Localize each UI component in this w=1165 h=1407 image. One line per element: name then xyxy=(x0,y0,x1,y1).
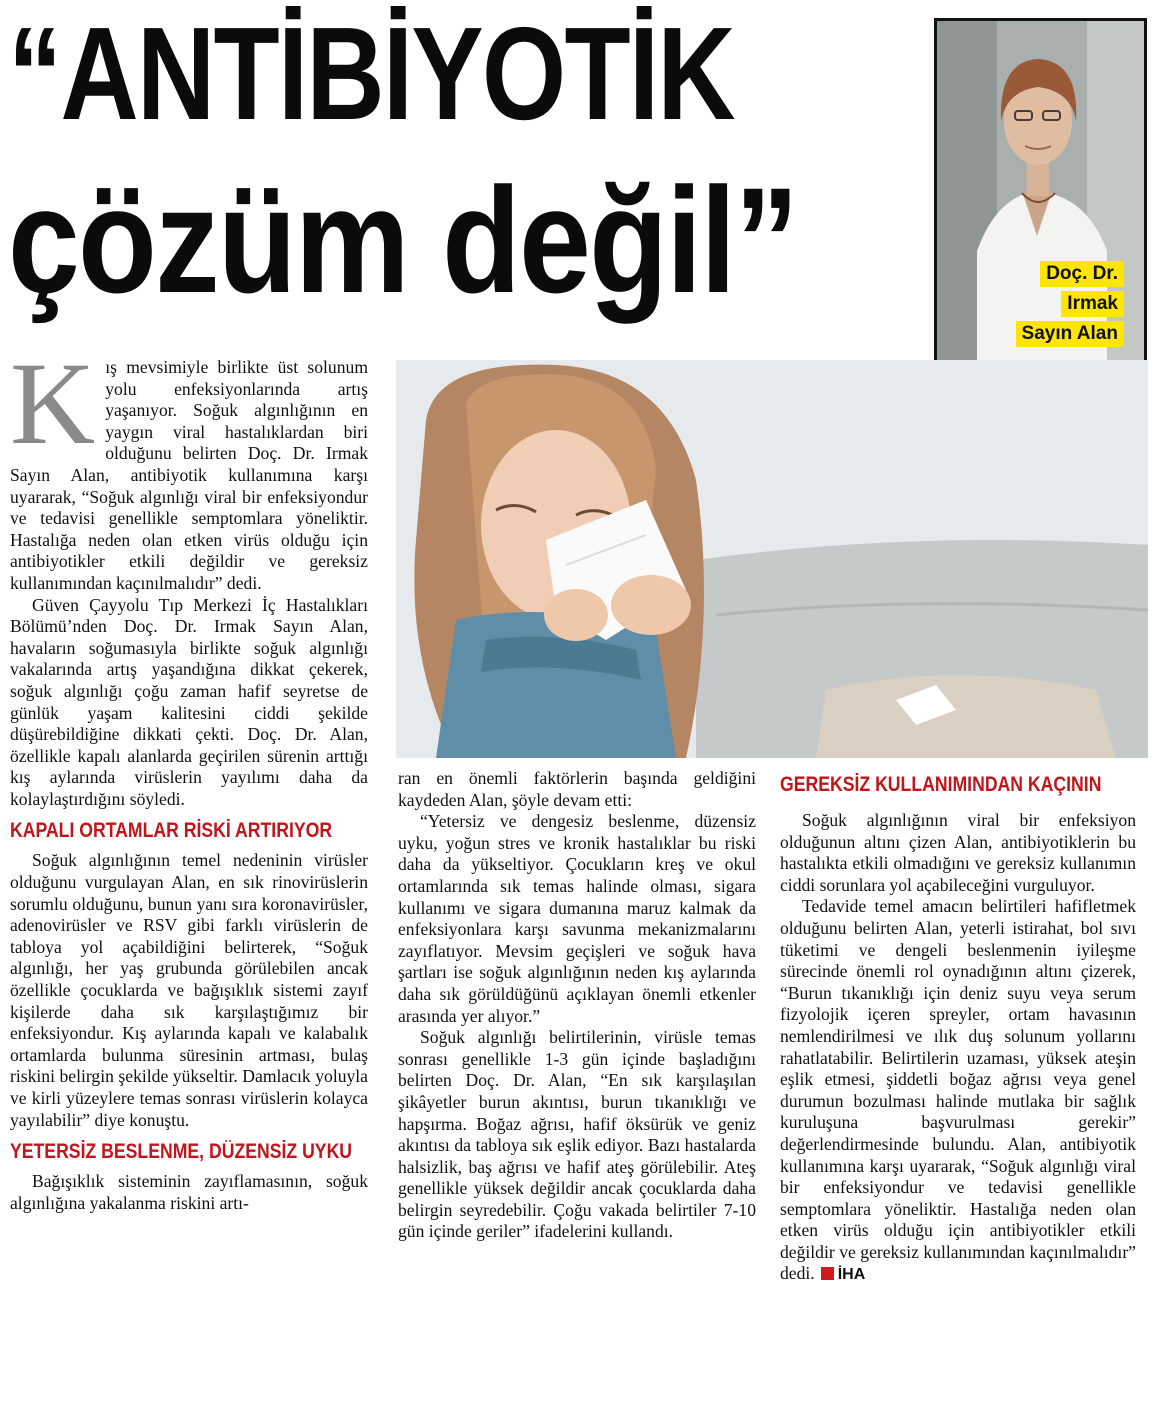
paragraph: Bağışıklık sisteminin zayıflamasının, soğuk algınlığına yakalanma riskini artı- xyxy=(10,1171,368,1213)
paragraph xyxy=(10,338,368,595)
headline-line-2: çözüm değil” xyxy=(8,156,798,324)
portrait-caption xyxy=(1016,257,1124,347)
paragraph-text: Tedavide temel amacın belirtileri hafifletmek olduğunu belirten Alan, yeterli istirahat, bol sıvı tüketimi ve dengeli beslenmenin iyileşme sürecinde önemli rol oynadığının altını çizerek, “Burun tıkanıklığı için deniz suyu veya serum fizyolojik içeren spreyler, ortam havasının nemlendirilmesi ve ılık duş solunum yollarını rahatlatabilir. Belirtilerin uzaması, yüksek ateşin eşlik etmesi, şiddetli boğaz ağrısı veya genel durumun bozulması halinde mutlaka bir sağlık kuruluşuna başvurulması gerekir” değerlendirmesinde bulundu. Alan, antibiyotik kullanımına karşı uyararak, “Soğuk algınlığı viral bir enfeksiyondur ve tedavisi genellikle semptomlara yöneliktir. Hastalığa neden olan etken virüs olduğu için antibiyotikler etkili değildir ve gereksiz kullanımından kaçınılmalıdır” dedi. xyxy=(780,896,1136,1284)
subheading: GEREKSİZ KULLANIMINDAN KAÇININ xyxy=(780,773,1102,796)
headline-line-1: “ANTİBİYOTİK xyxy=(8,0,734,147)
article-photo xyxy=(396,360,1148,758)
article-column-2 xyxy=(398,768,756,1243)
subheading: YETERSİZ BESLENME, DÜZENSİZ UYKU xyxy=(10,1140,353,1164)
paragraph: Soğuk algınlığı belirtilerinin, virüsle temas sonrası genellikle 1-3 gün içinde başladığını belirten Doç. Dr. Alan, “En sık karşılaşılan şikâyetler burun akıntısı, burun tıkanıklığı ve hapşırma. Boğaz ağrısı, hafif öksürük ve geniz akıntısı da tabloya sık eşlik ediyor. Bazı hastalarda halsizlik, baş ağrısı ve hafif ateş görülebilir. Ateş genellikle yüksek değildir ancak çocuklarda daha belirgin seyredebilir. Çoğu vakada belirtiler 7-10 gün içinde geriler” ifadelerini kullandı. xyxy=(398,1027,756,1242)
paragraph-text: ış mevsimiyle birlikte üst solunum yolu enfeksiyonlarında artış yaşanıyor. Soğuk algınlığının en yaygın viral hastalıklardan biri olduğunu belirten Doç. Dr. Irmak Sayın Alan, antibiyotik kullanımına karşı uyararak, “Soğuk algınlığı viral bir enfeksiyondur ve tedavisi genellikle semptomlara yöneliktir. Hastalığa neden olan etken virüs olduğu için antibiyotikler etkili değildir ve gereksiz kullanımından kaçınılmalıdır” dedi. xyxy=(10,357,368,593)
caption-surname: Sayın Alan xyxy=(1016,321,1124,347)
woman-with-tissue-illustration xyxy=(396,360,1148,758)
paragraph: Güven Çayyolu Tıp Merkezi İç Hastalıkları Bölümü’nden Doç. Dr. Irmak Sayın Alan, havaların soğumasıyla birlikte soğuk algınlığı vakalarında artış yaşandığına dikkat çekerek, soğuk algınlığı çoğu zaman hafif seyretse de günlük yaşam kalitesini ciddi şekilde düşürebildiğine dikkati çekti. Doç. Dr. Alan, özellikle kapalı alanlarda geçirilen sürenin arttığı kış aylarında virüslerin yayılımı daha da kolaylaştırdığını söyledi. xyxy=(10,594,368,809)
caption-first-name: Irmak xyxy=(1061,291,1124,317)
caption-title: Doç. Dr. xyxy=(1040,261,1124,287)
source-marker-icon xyxy=(821,1267,834,1280)
subheading: KAPALI ORTAMLAR RİSKİ ARTIRIYOR xyxy=(10,819,333,843)
source-credit: İHA xyxy=(837,1266,866,1284)
paragraph: Soğuk algınlığının viral bir enfeksiyon olduğunun altını çizen Alan, antibiyotiklerin bu hastalıkta etkili olmadığını ve gereksiz kullanımın ciddi sorunlara yol açabileceğini vurguluyor. xyxy=(780,810,1136,895)
paragraph: “Yetersiz ve dengesiz beslenme, düzensiz uyku, yoğun stres ve kronik hastalıklar bu riski daha da yükseltiyor. Çocukların kreş ve okul ortamlarında sık temas halinde olması, sigara kullanımı ve sigara dumanına maruz kalmak da enfeksiyonlara karşı savunma mekanizmalarını zayıflatıyor. Mevsim geçişleri ve soğuk hava şartları ise soğuk algınlığının neden kış aylarında daha sık görüldüğünü açıklayan önemli etkenler arasında yer alıyor.” xyxy=(398,811,756,1026)
paragraph: ran en önemli faktörlerin başında geldiğini kaydeden Alan, şöyle devam etti: xyxy=(398,768,756,810)
paragraph: Soğuk algınlığının temel nedeninin virüsler olduğunu vurgulayan Alan, en sık rinovirüslerin sorumlu olduğunu, bunun yanı sıra koronavirüsler, adenovirüsler ve RSV gibi farklı virüslerin de tabloya yol açabildiğini belirterek, “Soğuk algınlığı, her yaş grubunda görülebilen ancak özellikle çocuklarda ve bağışıklık sistemi zayıf kişilerde daha sık karşılaştığımız bir enfeksiyondur. Kış aylarında kapalı ve kalabalık ortamlarda bulunma süresinin artması, bulaş riskini belirgin şekilde yükseltir. Damlacık yoluyla ve kirli yüzeylere temas sonrası virüslerin kolayca yayılabilir” diye konuştu. xyxy=(10,850,368,1130)
drop-cap: K xyxy=(10,338,96,469)
article-column-1 xyxy=(10,338,368,1214)
article-column-3 xyxy=(780,810,1136,1286)
paragraph xyxy=(780,896,1136,1286)
